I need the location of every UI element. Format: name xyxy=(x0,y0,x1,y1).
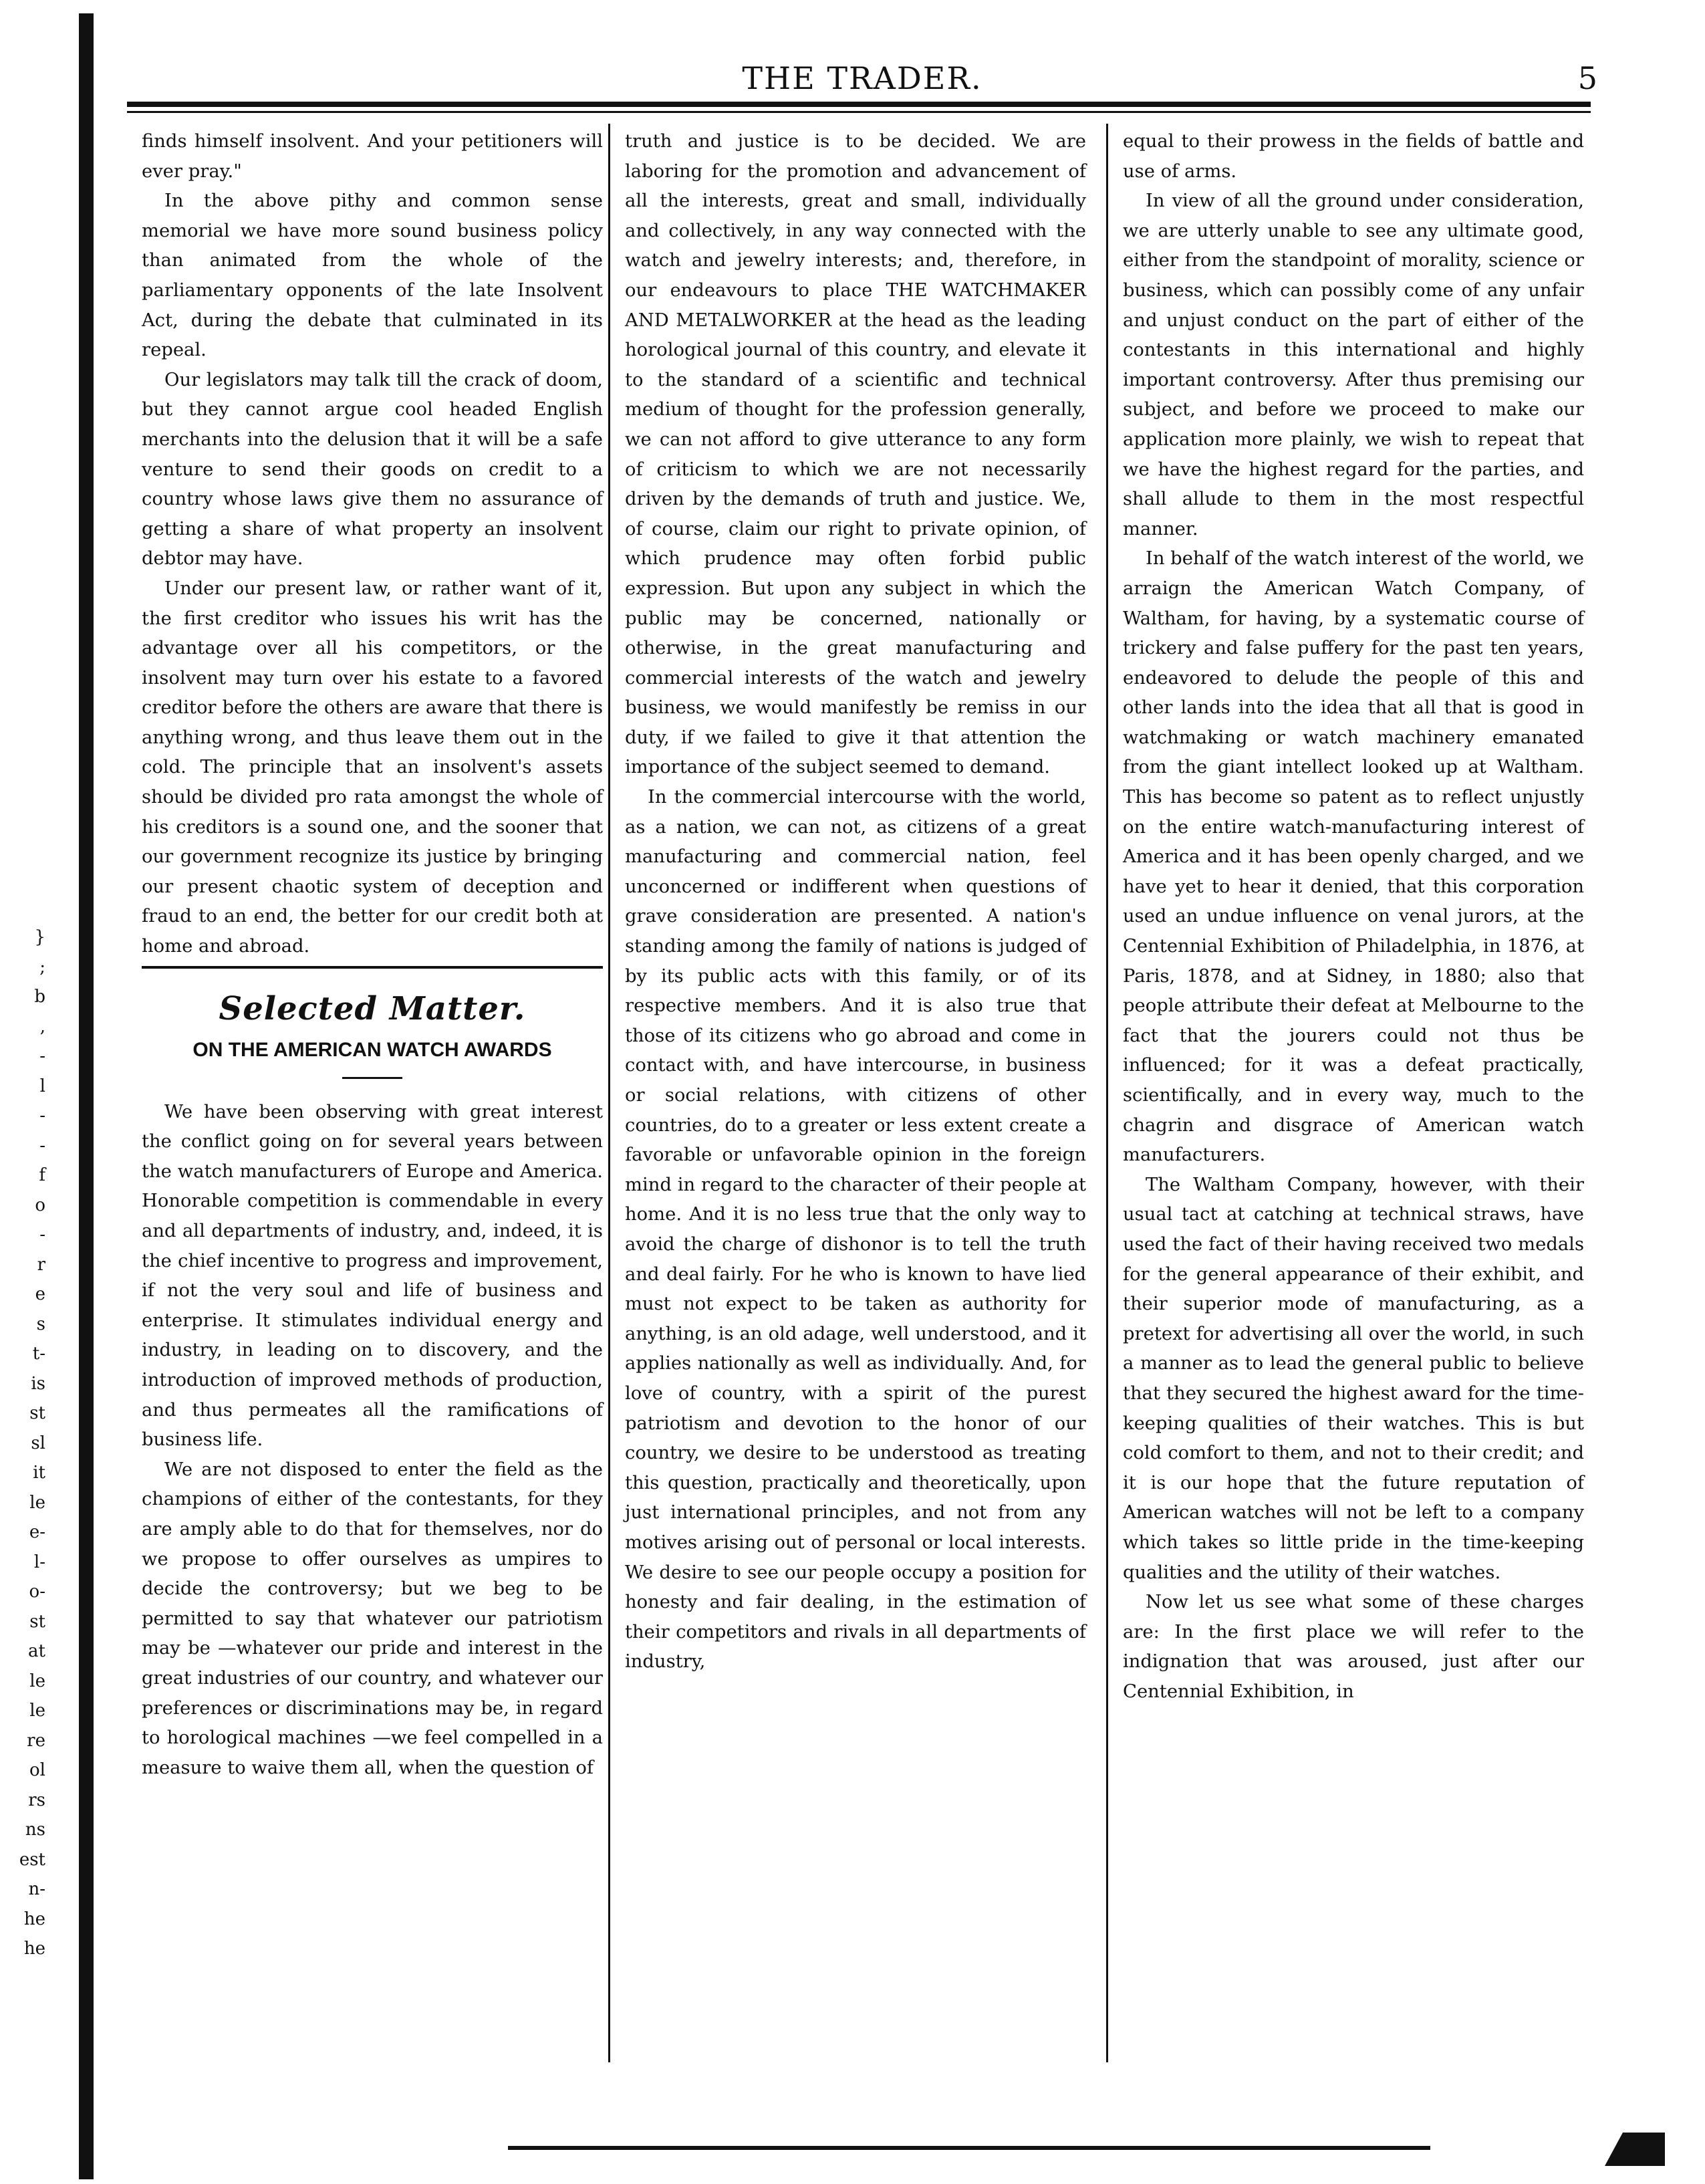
journal-title: THE TRADER. xyxy=(742,60,982,96)
edge-fragment: st xyxy=(29,1611,45,1632)
corner-scan-mark xyxy=(1605,2133,1665,2166)
paragraph: We are not disposed to enter the field as the champions of either of the contestants, for they are amply able to do that for themselves, nor do we propose to offer ourselves as umpires to decide the controversy; but we beg to be permitted to say that whatever our patriotism may be —whatever our pride and interest in the great industries of our country, and whatever our preferences or discriminations may be, in regard to horological machines —we feel compelled in a measure to waive them all, when the question of xyxy=(142,1459,603,1778)
column-divider-1 xyxy=(608,124,610,2062)
page-header xyxy=(127,60,1597,107)
paragraph: Our legislators may talk till the crack of doom, but they cannot argue cool headed English merchants into the delusion that it will be a safe venture to send their goods on credit to a country whose laws give them no assurance of getting a share of what property an insolvent debtor may have. xyxy=(142,369,603,570)
edge-fragment: o xyxy=(35,1195,45,1215)
edge-fragment: o- xyxy=(29,1582,45,1602)
edge-fragment: s xyxy=(36,1314,45,1334)
edge-fragment: - xyxy=(39,1046,45,1066)
column-divider-2 xyxy=(1106,124,1108,2062)
edge-fragment: , xyxy=(39,1016,45,1037)
edge-fragment: st xyxy=(29,1403,45,1423)
edge-fragment: est xyxy=(19,1849,45,1870)
edge-fragment: n- xyxy=(28,1879,45,1899)
paragraph: Now let us see what some of these charges are: In the first place we will refer to the indignation that was aroused, just after our Centennial Exhibition, in xyxy=(1123,1592,1584,1702)
edge-fragment: he xyxy=(23,1909,45,1929)
column-1 xyxy=(142,127,603,1783)
edge-fragment: b xyxy=(34,987,45,1007)
page-binding-edge xyxy=(79,13,94,2179)
header-rule-thin xyxy=(127,111,1591,113)
edge-fragment: - xyxy=(39,1106,45,1126)
header-rule-thick xyxy=(127,102,1591,107)
edge-fragment: le xyxy=(29,1671,45,1691)
paragraph: The Waltham Company, however, with their usual tact at catching at technical straws, have used the fact of their having received two medals for the general appearance of their exhibit, and their superior mode of manufacturing, as a pretext for advertising all over the world, in such a manner as to lead the general public to believe that they secured the highest award for the time-keeping qualities of their watches. This is but cold comfort to them, and not to their credit; and it is our hope that the future reputation of American watches will not be left to a company which takes so little pride in the time-keeping qualities and the utility of their watches. xyxy=(1123,1174,1584,1583)
column-2 xyxy=(625,127,1086,1677)
paragraph: Under our present law, or rather want of it, the first creditor who issues his writ has the advantage over all his competitors, or the insolvent may turn over his estate to a favored creditor before the others are aware that there is anything wrong, and thus leave them out in the cold. The principle that an insolvent's assets should be divided pro rata amongst the whole of his creditors is a sound one, and the sooner that our government recognize its justice by bringing our present chaotic system of deception and fraud to an end, the better for our credit both at home and abroad. xyxy=(142,578,603,957)
paragraph: In view of all the ground under consideration, we are utterly unable to see any ultimate good, either from the standpoint of morality, science or business, which can possibly come of any unfair and unjust conduct on the part of either of the contestants in this international and highly important controversy. After thus premising our subject, and before we proceed to make our application more plainly, we wish to repeat that we have the highest regard for the parties, and shall allude to them in the most respectful manner. xyxy=(1123,191,1584,539)
footer-rule xyxy=(508,2146,1430,2150)
edge-fragment: e- xyxy=(29,1522,45,1542)
edge-fragment: r xyxy=(37,1254,45,1275)
page-number: 5 xyxy=(1577,60,1597,96)
edge-fragment: t- xyxy=(32,1344,45,1364)
paragraph: finds himself insolvent. And your petitioners will ever pray." xyxy=(142,131,603,182)
section-rule xyxy=(142,966,603,969)
edge-fragment: re xyxy=(27,1730,45,1751)
section-heading: Selected Matter. xyxy=(219,989,526,1027)
edge-fragment: - xyxy=(39,1135,45,1156)
edge-fragment: it xyxy=(33,1463,45,1483)
paragraph: equal to their prowess in the fields of battle and use of arms. xyxy=(1123,131,1584,182)
paragraph: In behalf of the watch interest of the world, we arraign the American Watch Company, of Waltham, for having, by a systematic course of trickery and false puffery for the past ten years, endeavored to delude the people of this and other lands into the idea that all that is good in watchmaking or watch machinery emanated from the giant intellect looked up at Waltham. This has become so patent as to reflect unjustly on the entire watch-manufacturing interest of America and it has been openly charged, and we have yet to hear it denied, that this corporation used an undue influence on venal jurors, at the Centennial Exhibition of Philadelphia, in 1876, at Paris, 1878, and at Sidney, in 1880; also that people attribute their defeat at Melbourne to the fact that the jourers could not thus be influenced; for it was a defeat practically, scientifically, and in every way, much to the chagrin and disgrace of American watch manufacturers. xyxy=(1123,548,1584,1166)
edge-fragment: l- xyxy=(33,1552,45,1572)
column-3 xyxy=(1123,127,1584,1707)
article-title: ON THE AMERICAN WATCH AWARDS xyxy=(192,1038,552,1061)
edge-fragment: ol xyxy=(29,1760,45,1780)
edge-fragment: f xyxy=(39,1165,45,1185)
edge-fragment: he xyxy=(23,1939,45,1959)
edge-fragment: le xyxy=(29,1492,45,1513)
edge-fragment: } xyxy=(34,927,45,947)
edge-fragment: - xyxy=(39,1225,45,1245)
edge-fragment: ns xyxy=(25,1820,45,1840)
title-underline xyxy=(342,1077,402,1079)
edge-fragment: ; xyxy=(39,957,45,977)
adjacent-page-fragments xyxy=(5,923,45,1964)
edge-fragment: rs xyxy=(28,1790,45,1810)
paragraph: In the commercial intercourse with the world, as a nation, we can not, as citizens of a great manufacturing and commercial nation, feel unconcerned or indifferent when questions of grave consideration are presented. A nation's standing among the family of nations is judged of by its public acts with this family, or of its respective members. And it is also true that those of its citizens who go abroad and come in contact with, and have intercourse, in business or social relations, with citizens of other countries, do to a greater or less extent create a favorable or unfavorable opinion in the foreign mind in regard to the character of their people at home. And it is no less true that the only way to avoid the charge of dishonor is to tell the truth and deal fairly. For he who is known to have lied must not expect to be taken as authority for anything, is an old adage, well understood, and it applies nationally as well as individually. And, for love of country, with a spirit of the purest patriotism and devotion to the honor of our country, we desire to be understood as treating this question, practically and theoretically, upon just international principles, and not from any motives arising out of personal or local interests. We desire to see our people occupy a position for honesty and fair dealing, in the estimation of their competitors and rivals in all departments of industry, xyxy=(625,787,1086,1673)
edge-fragment: at xyxy=(28,1641,45,1661)
paragraph: In the above pithy and common sense memorial we have more sound business policy than animated from the whole of the parliamentary opponents of the late Insolvent Act, during the debate that culminated in its repeal. xyxy=(142,191,603,361)
paragraph: truth and justice is to be decided. We are laboring for the promotion and advancement of all the interests, great and small, individually and collectively, in any way connected with the watch and jewelry interests; and, therefore, in our endeavours to place THE WATCHMAKER AND METALWORKER at the head as the leading horological journal of this country, and elevate it to the standard of a scientific and technical medium of thought for the profession generally, we can not afford to give utterance to any form of criticism to which we are not necessarily driven by the demands of truth and justice. We, of course, claim our right to private opinion, of which prudence may often forbid public expression. But upon any subject in which the public may be concerned, nationally or otherwise, in the great manufacturing and commercial interests of the watch and jewelry business, we would manifestly be remiss in our duty, if we failed to give it that attention the importance of the subject seemed to demand. xyxy=(625,131,1086,778)
edge-fragment: is xyxy=(31,1373,45,1394)
edge-fragment: e xyxy=(35,1284,45,1304)
paragraph: We have been observing with great interest the conflict going on for several years between the watch manufacturers of Europe and America. Honorable competition is commendable in every and all departments of industry, and, indeed, it is the chief incentive to progress and improvement, if not the very soul and life of business and enterprise. It stimulates individual energy and industry, in leading on to discovery, and the introduction of improved methods of production, and thus permeates all the ramifications of business life. xyxy=(142,1101,603,1451)
edge-fragment: le xyxy=(29,1701,45,1721)
edge-fragment: l xyxy=(39,1076,45,1096)
edge-fragment: sl xyxy=(31,1433,45,1453)
